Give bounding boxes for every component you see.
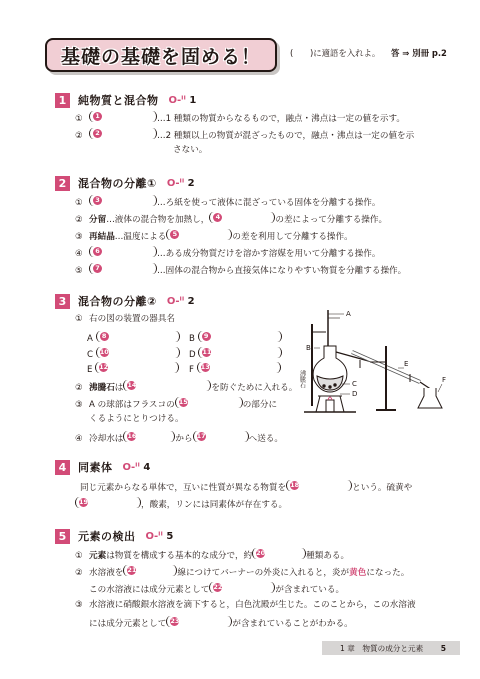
item-text: が含まれている。 [275,585,345,595]
fig-label-E: E [404,360,409,368]
key-number: 5 [166,530,174,542]
item-text: 同じ元素からなる単体で，互いに性質が異なる物質を [80,483,287,493]
answer-blank[interactable]: 7 [89,263,157,274]
fig-label-boiling-stone: 沸騰石 [298,370,306,388]
item-number: ④ [75,249,83,259]
s2-item-2 [75,212,387,227]
item-number: ② [75,568,83,578]
label-letter: E [87,365,93,375]
s4-line-1 [80,480,412,495]
key-point [123,462,151,473]
s2-item-5 [75,263,406,278]
fig-label-C: C [352,380,357,388]
item-text: A の球部はフラスコの [89,400,175,410]
term: 元素 [89,551,107,561]
s1-item-2 [75,128,414,143]
answer-blank[interactable]: 8 [96,331,180,342]
label-A-row [87,331,180,346]
item-number: ① [75,314,83,324]
section-2-heading [55,175,195,191]
answer-blank[interactable]: 13 [197,362,281,373]
fig-label-D: D [352,390,358,398]
key-number: 4 [143,461,151,473]
item-number: ② [75,215,83,225]
item-number: ② [75,131,83,141]
term: 沸騰石 [89,383,115,393]
item-text: へ送る。 [248,434,283,444]
answer-reference: 答 ⇒ 別冊 p.2 [390,48,447,58]
answer-blank[interactable]: 6 [89,246,157,257]
s1-item-1 [75,111,405,126]
item-text: ，酸素，リンには同素体が存在する。 [141,500,288,510]
s5-item-2-cont [89,582,344,597]
item-text: 水溶液を [89,568,124,578]
item-text: …ある成分物質だけを溶かす溶媒を用いて分離する操作。 [157,249,381,259]
item-number: ③ [75,600,83,610]
item-text: には成分元素として [89,619,167,629]
key-icon: O‑ᐦ [166,177,185,189]
flame-color: 黄色 [349,568,367,578]
label-F-row [189,362,281,377]
item-text: の差によって分離する操作。 [275,215,388,225]
item-text: の差を利用して分離する操作。 [232,232,353,242]
term: 再結晶 [89,232,115,242]
section-title: 元素の検出 [78,530,136,543]
fig-label-A: A [346,310,351,318]
section-3-heading [55,293,195,309]
answer-blank[interactable]: 17 [193,431,249,442]
label-letter: F [189,365,194,375]
s5-item-3-cont [89,616,353,631]
item-text: になった。 [366,568,410,578]
section-title: 純物質と混合物 [78,94,159,107]
label-letter: D [189,350,196,360]
item-number: ① [75,551,83,561]
item-number: ④ [75,434,83,444]
item-text: から [175,434,193,444]
key-point [169,95,197,106]
label-letter: C [87,350,94,360]
item-text-continued: さない。 [173,145,208,155]
answer-blank[interactable]: 1 [89,111,157,122]
answer-blank[interactable]: 19 [75,497,141,508]
answer-blank[interactable]: 10 [96,347,180,358]
answer-blank[interactable]: 5 [166,229,232,240]
answer-blank[interactable]: 18 [286,480,352,491]
item-text: という。硫黄や [352,483,413,493]
section-title: 同素体 [78,461,113,474]
s2-item-4 [75,246,380,261]
key-point [146,531,174,542]
key-number: 2 [187,295,195,307]
label-letter: A [87,334,93,344]
answer-blank[interactable]: 21 [123,565,177,576]
section-4-heading [55,459,150,475]
answer-blank[interactable]: 11 [198,347,282,358]
answer-blank[interactable]: 9 [198,331,282,342]
answer-blank[interactable]: 12 [95,362,179,373]
s2-item-1 [75,195,380,210]
s5-item-3 [75,599,416,612]
section-number: 3 [55,294,70,309]
label-letter: B [189,334,195,344]
item-text: の部分に [242,400,278,410]
key-number: 2 [187,177,195,189]
item-text: は [114,383,124,393]
s3-q4 [75,431,283,446]
answer-blank[interactable]: 20 [252,548,306,559]
section-title: 混合物の分離② [78,295,157,308]
key-icon: O‑ᐦ [168,94,186,106]
item-text: 水溶液に硝酸銀水溶液を滴下すると，白色沈殿が生じた。このことから，この水溶液 [89,600,416,610]
item-text: 種類ある。 [306,551,350,561]
item-text: …固体の混合物から直接気体になりやすい物質を分離する操作。 [157,266,407,276]
item-text: …液体の混合物を加熱し， [106,215,210,225]
page-footer [322,641,460,655]
item-text: が含まれていることがわかる。 [232,619,353,629]
item-text: 線につけてバーナーの外炎に入れると，炎が [177,568,350,578]
fig-label-B: B [306,344,311,352]
item-text: …2 種類以上の物質が混ざったもので，融点・沸点は一定の値を示 [157,131,415,141]
item-text-continued: くるようにとりつける。 [89,414,184,424]
item-number: ② [75,383,83,393]
answer-blank[interactable]: 23 [166,616,232,627]
section-number: 4 [55,460,70,475]
instruction-text: ( )に適語を入れよ。 [290,48,381,58]
item-text: …ろ紙を使って液体に混ざっている固体を分離する操作。 [157,198,381,208]
section-title: 混合物の分離① [78,177,157,190]
section-1-heading [55,92,196,108]
key-number: 1 [189,94,197,106]
key-icon: O‑ᐦ [122,461,140,473]
answer-blank[interactable]: 14 [123,380,211,391]
label-D-row [189,347,282,362]
section-number: 1 [55,93,70,108]
key-point [167,178,195,189]
item-text: …温度による [114,232,167,242]
answer-blank[interactable]: 2 [89,128,157,139]
instruction [290,47,447,59]
page-number: 5 [440,643,446,653]
label-E-row [87,362,179,377]
chapter-label: 1 章 物質の成分と元素 [340,643,424,653]
item-text: を防ぐために入れる。 [211,383,298,393]
page-title: 基礎の基礎を固める！ [60,45,261,68]
item-text: 冷却水は [89,434,124,444]
answer-blank[interactable]: 15 [175,397,243,408]
answer-blank[interactable]: 4 [209,212,275,223]
item-text: …1 種類の物質からなるもので，融点・沸点は一定の値を示す。 [157,114,405,124]
item-number: ③ [75,232,83,242]
term: 分留 [89,215,107,225]
item-number: ① [75,114,83,124]
fig-label-F: F [442,376,447,384]
s3-q2 [75,380,297,395]
s3-q1 [75,313,175,326]
s4-line-2 [75,497,287,512]
key-icon: O‑ᐦ [145,530,163,542]
section-number: 5 [55,529,70,544]
item-number: ③ [75,400,83,410]
s5-item-1 [75,548,349,563]
item-number: ① [75,198,83,208]
s3-q3 [75,397,277,412]
key-icon: O‑ᐦ [166,295,185,307]
answer-blank[interactable]: 3 [89,195,157,206]
page-title-box [45,38,277,72]
item-text: 右の図の装置の器具名 [89,314,175,324]
section-5-heading [55,528,173,544]
key-point [167,296,195,307]
answer-blank[interactable]: 22 [209,582,275,593]
item-text: は物質を構成する基本的な成分で，約 [106,551,253,561]
s5-item-2 [75,565,409,580]
label-B-row [189,331,282,346]
item-text: この水溶液には成分元素として [89,585,210,595]
section-number: 2 [55,176,70,191]
answer-blank[interactable]: 16 [123,431,175,442]
item-number: ⑤ [75,266,83,276]
distillation-apparatus-figure [300,306,450,420]
label-C-row [87,347,180,362]
s2-item-3 [75,229,353,244]
